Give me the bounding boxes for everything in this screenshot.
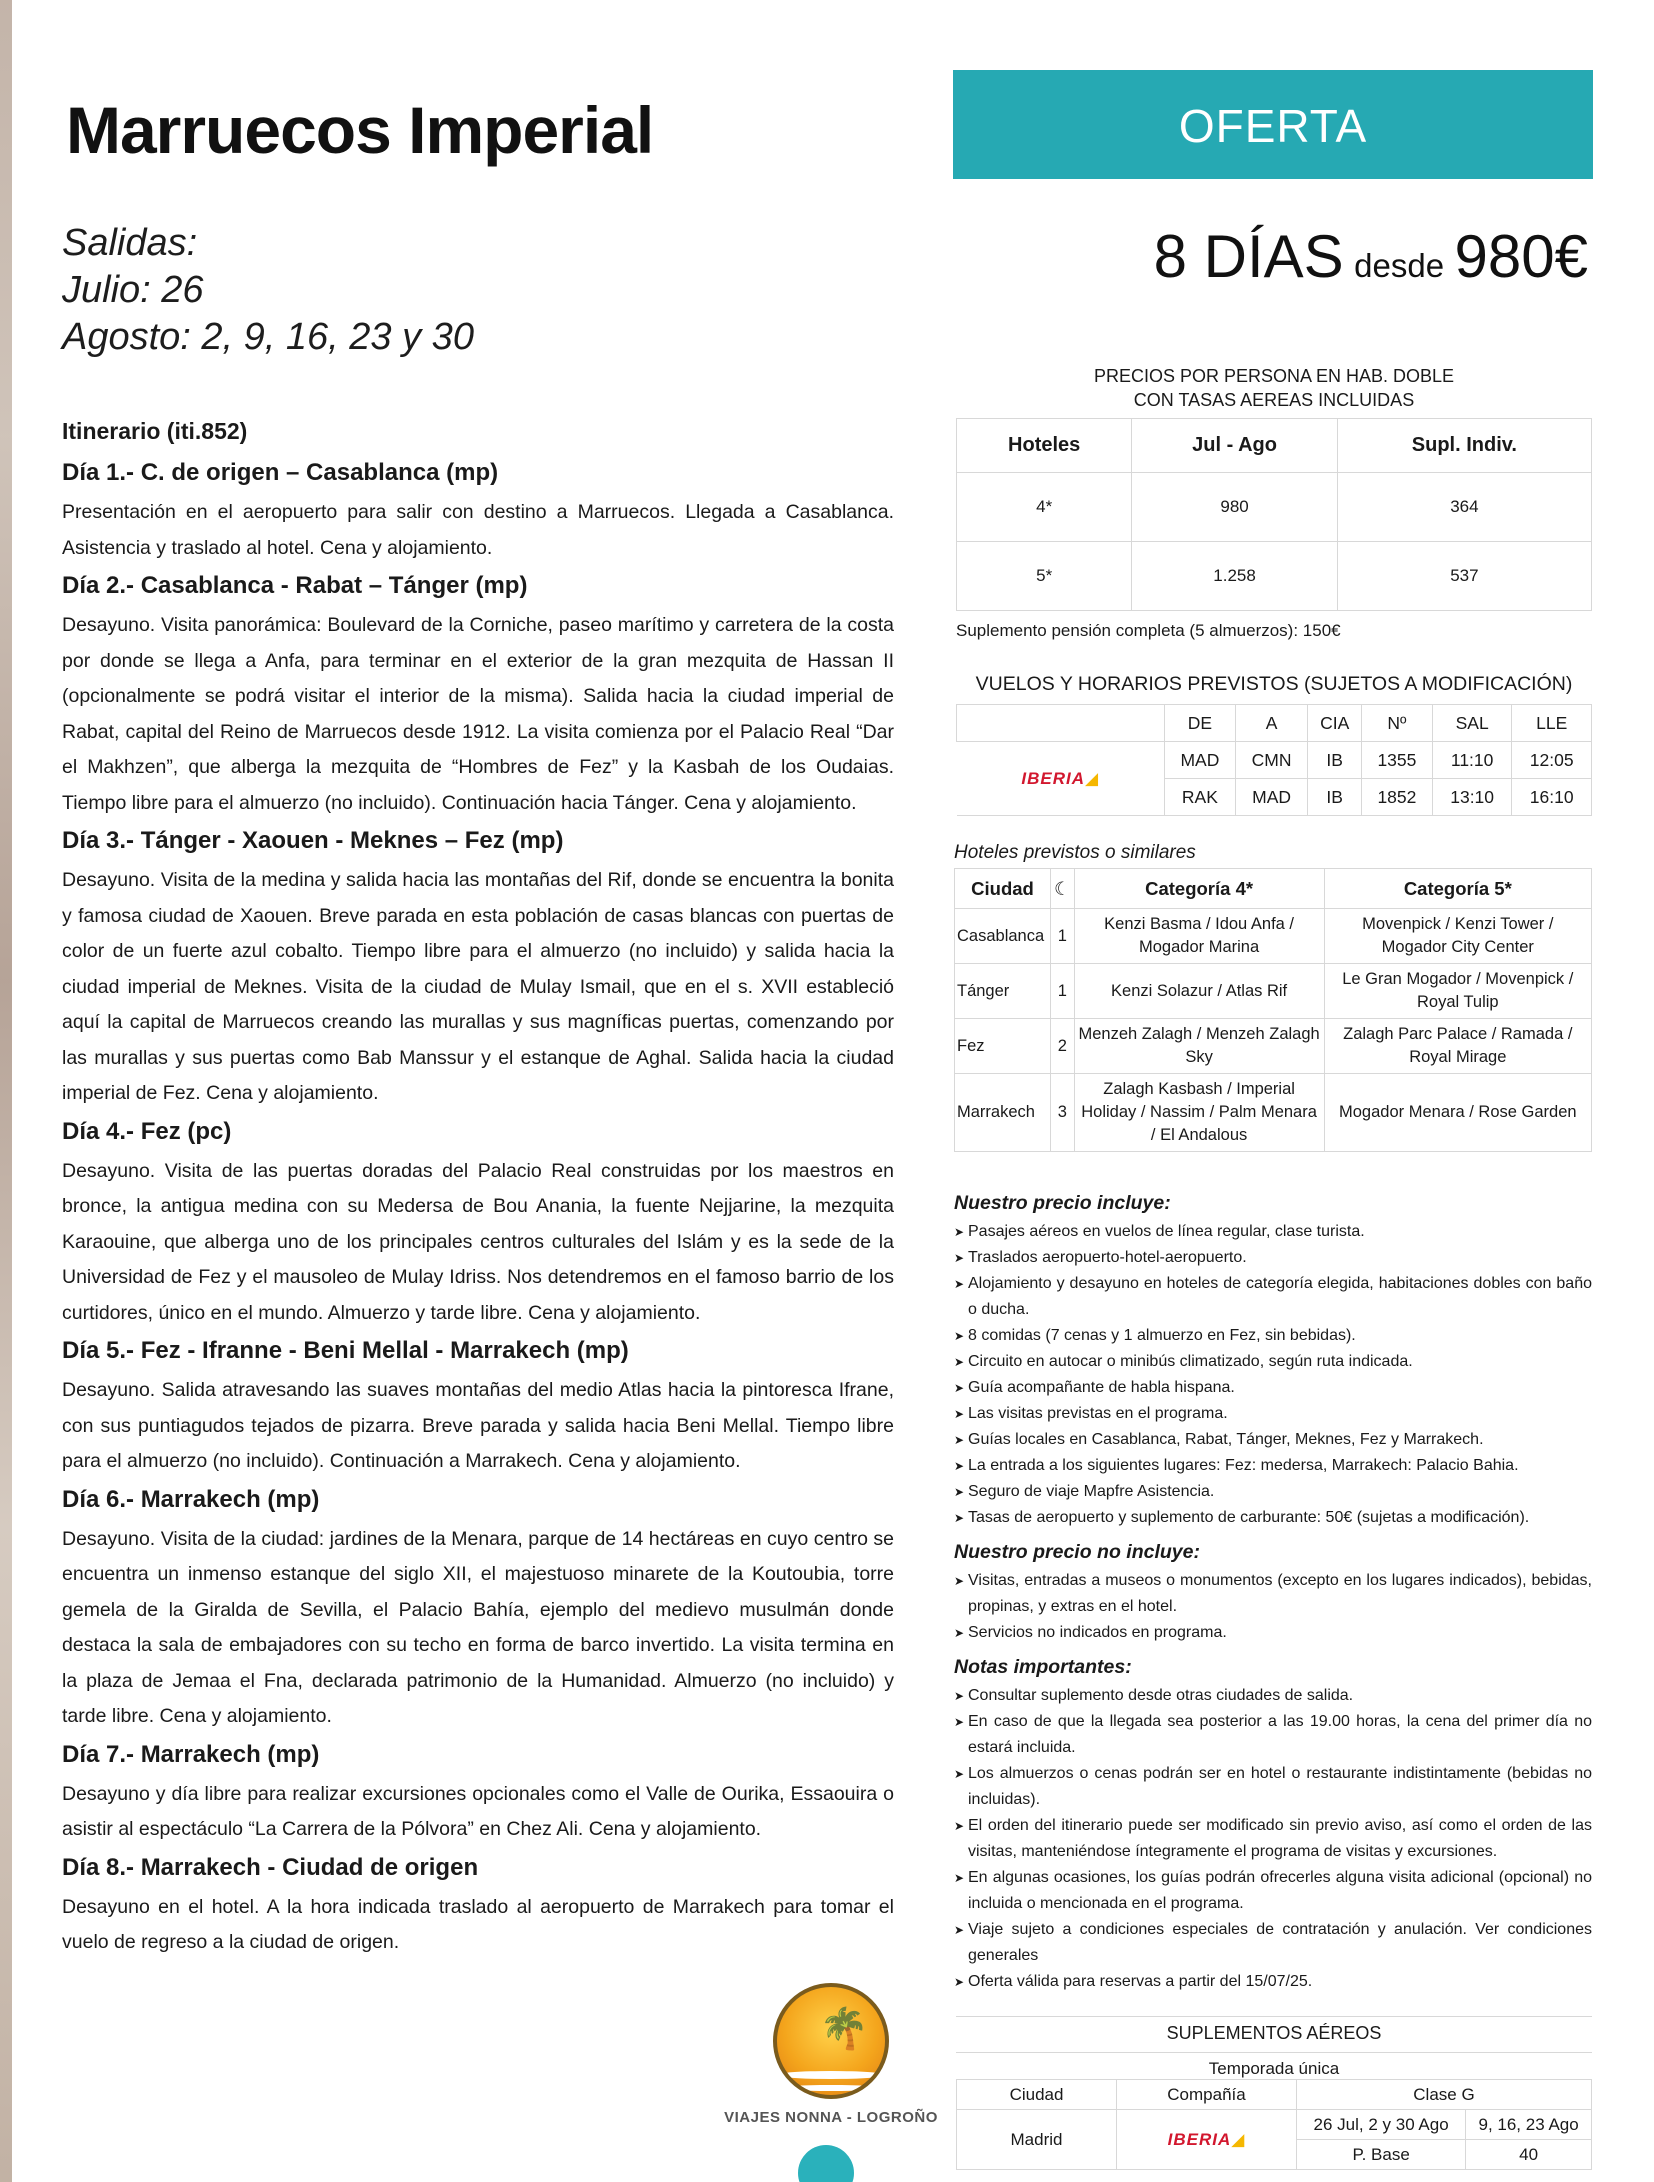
flights-airline-header bbox=[957, 705, 1165, 742]
flights-col-header: SAL bbox=[1432, 705, 1512, 742]
hotel-names: Zalagh Kasbash / Imperial Holiday / Nassim / Palm Menara / El Andalous bbox=[1074, 1074, 1324, 1152]
price-col-header: Supl. Indiv. bbox=[1337, 419, 1591, 473]
flight-cell: 1355 bbox=[1361, 742, 1432, 779]
day-text: Desayuno en el hotel. A la hora indicada traslado al aeropuerto de Marrakech para tomar el vuelo de regreso a la ciudad de origen. bbox=[62, 1895, 894, 1953]
notes-item: ➤ Los almuerzos o cenas podrán ser en hotel o restaurante indistintamente (bebidas no incluidas). bbox=[954, 1761, 1592, 1813]
price-row bbox=[957, 473, 1592, 542]
hotel-city: Fez bbox=[955, 1019, 1051, 1074]
day-text: Desayuno. Visita de las puertas doradas del Palacio Real construidas por los maestros en bronce, la antigua medina con su Medersa de Bou Anania, la fuente Nejjarine, la mezquita Karaouine, que alberga uno de los principales centros culturales del Islám y es la sede de la Universidad de Fez y el mausoleo de Mulay Idriss. Nos detendremos en el famoso barrio de los curtidores, único en el mundo. Almuerzo y tarde libre. Cena y alojamiento. bbox=[62, 1159, 894, 1324]
notes-item: ➤ Consultar suplemento desde otras ciudades de salida. bbox=[954, 1683, 1592, 1709]
day-text: Desayuno. Visita de la medina y salida hacia las montañas del Rif, donde se encuentra la bonita y famosa ciudad de Xaouen. Breve parada en esta población de casas blancas con puertas de color de un fuerte azul cobalto. Tiempo libre para el almuerzo (no incluido) y salida hacia la ciudad imperial de Meknes. Visita de la ciudad de Mulay Ismail, que en el s. XVII estableció aquí la capital de Marruecos creando las murallas y sus magníficas puertas, comenzando por las murallas y sus puertas como Bab Manssur y el estanque de Aghal. Salida hacia la ciudad imperial de Fez. Cena y alojamiento. bbox=[62, 869, 894, 1104]
hotel-row bbox=[955, 909, 1592, 964]
price-cell: 537 bbox=[1337, 542, 1591, 611]
flights-airline-cell bbox=[957, 742, 1165, 816]
hotels-col-header: Categoría 5* bbox=[1324, 869, 1591, 909]
price-header bbox=[956, 364, 1592, 412]
flight-row bbox=[957, 742, 1592, 779]
hotel-names: Mogador Menara / Rose Garden bbox=[1324, 1074, 1591, 1152]
hotel-names: Le Gran Mogador / Movenpick / Royal Tulip bbox=[1324, 964, 1591, 1019]
flight-cell: 12:05 bbox=[1512, 742, 1592, 779]
includes-item: ➤ Pasajes aéreos en vuelos de línea regular, clase turista. bbox=[954, 1219, 1592, 1245]
flight-cell: 1852 bbox=[1361, 779, 1432, 816]
hotel-nights: 3 bbox=[1051, 1074, 1075, 1152]
hotel-row bbox=[955, 1019, 1592, 1074]
nights-moon-icon: ☾ bbox=[1051, 869, 1075, 909]
includes-item: ➤ Traslados aeropuerto-hotel-aeropuerto. bbox=[954, 1245, 1592, 1271]
supp-date2: 9, 16, 23 Ago bbox=[1466, 2110, 1592, 2140]
hotels-section bbox=[954, 842, 1592, 1152]
itinerary bbox=[62, 418, 894, 1967]
day-text: Desayuno y día libre para realizar excursiones opcionales como el Valle de Ourika, Essaouira o asistir al espectáculo “La Carrera de la Pólvora” en Chez Ali. Cena y alojamiento. bbox=[62, 1782, 894, 1840]
flight-cell: RAK bbox=[1165, 779, 1236, 816]
hotel-city: Casablanca bbox=[955, 909, 1051, 964]
flight-cell: IB bbox=[1308, 779, 1362, 816]
includes-item: ➤ Circuito en autocar o minibús climatizado, según ruta indicada. bbox=[954, 1349, 1592, 1375]
departures bbox=[62, 220, 474, 361]
air-supplements-title: SUPLEMENTOS AÉREOS bbox=[956, 2016, 1592, 2044]
hotel-names: Kenzi Basma / Idou Anfa / Mogador Marina bbox=[1074, 909, 1324, 964]
hotel-names: Menzeh Zalagh / Menzeh Zalagh Sky bbox=[1074, 1019, 1324, 1074]
supp-value: 40 bbox=[1466, 2140, 1592, 2170]
supp-airline-logo bbox=[1117, 2110, 1297, 2170]
price-cell: 4* bbox=[957, 473, 1132, 542]
decorative-edge-strip bbox=[0, 0, 12, 2182]
supp-col-company: Compañía bbox=[1117, 2080, 1297, 2110]
includes-item: ➤ Seguro de viaje Mapfre Asistencia. bbox=[954, 1479, 1592, 1505]
itinerary-code: Itinerario (iti.852) bbox=[62, 418, 248, 444]
hotel-nights: 1 bbox=[1051, 909, 1075, 964]
air-supplements-section bbox=[956, 2016, 1592, 2170]
flight-cell: IB bbox=[1308, 742, 1362, 779]
offer-from: desde bbox=[1354, 247, 1445, 284]
hotels-title: Hoteles previstos o similares bbox=[954, 842, 1196, 863]
flight-cell: MAD bbox=[1235, 779, 1308, 816]
includes-item: ➤ Guía acompañante de habla hispana. bbox=[954, 1375, 1592, 1401]
hotel-names: Zalagh Parc Palace / Ramada / Royal Mirage bbox=[1324, 1019, 1591, 1074]
itinerary-days bbox=[62, 459, 894, 1961]
hotel-row bbox=[955, 1074, 1592, 1152]
includes-item: ➤ Tasas de aeropuerto y suplemento de carburante: 50€ (sujetas a modificación). bbox=[954, 1505, 1592, 1531]
departures-july: Julio: 26 bbox=[62, 269, 204, 311]
supp-date1: 26 Jul, 2 y 30 Ago bbox=[1297, 2110, 1466, 2140]
day-title: Día 3.- Tánger - Xaouen - Meknes – Fez (mp) bbox=[62, 827, 564, 854]
price-header-line2: CON TASAS AEREAS INCLUIDAS bbox=[1133, 390, 1415, 410]
offer-headline bbox=[1154, 222, 1588, 291]
hotel-nights: 1 bbox=[1051, 964, 1075, 1019]
notes-item: ➤ Oferta válida para reservas a partir del 15/07/25. bbox=[954, 1969, 1592, 1995]
supp-city: Madrid bbox=[957, 2110, 1117, 2170]
flights-col-header: Nº bbox=[1361, 705, 1432, 742]
day-text: Desayuno. Visita panorámica: Boulevard de la Corniche, paseo marítimo y carretera de la costa por donde se llega a Anfa, para terminar en el exterior de la gran mezquita de Hassan II (opcionalmente se podrá visitar el interior de la misma). Salida hacia la ciudad imperial de Rabat, capital del Reino de Marruecos desde 1912. La visita comienza por el Palacio Real “Dar el Makhzen”, que alberga la mezquita de “Hombres de Fez” y la Kasbah de los Oudaias. Tiempo libre para el almuerzo (no incluido). Continuación hacia Tánger. Cena y alojamiento. bbox=[62, 614, 894, 814]
offer-banner: OFERTA bbox=[953, 70, 1593, 179]
hotel-nights: 2 bbox=[1051, 1019, 1075, 1074]
flights-table bbox=[956, 704, 1592, 816]
price-section bbox=[956, 364, 1592, 641]
departures-august: Agosto: 2, 9, 16, 23 y 30 bbox=[62, 316, 474, 358]
includes-title: Nuestro precio incluye: bbox=[954, 1192, 1171, 1214]
conditions-section bbox=[954, 1192, 1592, 2005]
includes-item: ➤ Guías locales en Casablanca, Rabat, Tánger, Meknes, Fez y Marrakech. bbox=[954, 1427, 1592, 1453]
price-cell: 5* bbox=[957, 542, 1132, 611]
iberia-logo-text: IBERIA bbox=[1021, 769, 1086, 788]
excludes-title: Nuestro precio no incluye: bbox=[954, 1541, 1200, 1563]
excludes-item: ➤ Servicios no indicados en programa. bbox=[954, 1620, 1592, 1646]
price-header-line1: PRECIOS POR PERSONA EN HAB. DOBLE bbox=[1093, 366, 1455, 386]
page-title: Marruecos Imperial bbox=[66, 93, 654, 167]
flights-section bbox=[956, 673, 1592, 816]
hotel-city: Marrakech bbox=[955, 1074, 1051, 1152]
day-title: Día 2.- Casablanca - Rabat – Tánger (mp) bbox=[62, 572, 528, 599]
supp-col-city: Ciudad bbox=[957, 2080, 1117, 2110]
day-title: Día 6.- Marrakech (mp) bbox=[62, 1485, 320, 1513]
hotels-col-header: Ciudad bbox=[955, 869, 1051, 909]
full-board-note: Suplemento pensión completa (5 almuerzos): 150€ bbox=[956, 621, 1341, 640]
hotel-names: Kenzi Solazur / Atlas Rif bbox=[1074, 964, 1324, 1019]
page-marker-dot bbox=[798, 2145, 854, 2182]
day-title: Día 5.- Fez - Ifranne - Beni Mellal - Marrakech (mp) bbox=[62, 1337, 629, 1364]
hotels-col-header: Categoría 4* bbox=[1074, 869, 1324, 909]
notes-item: ➤ Viaje sujeto a condiciones especiales de contratación y anulación. Ver condiciones generales bbox=[954, 1917, 1592, 1969]
flight-cell: CMN bbox=[1235, 742, 1308, 779]
day-title: Día 4.- Fez (pc) bbox=[62, 1117, 232, 1145]
price-cell: 980 bbox=[1132, 473, 1337, 542]
flight-cell: MAD bbox=[1165, 742, 1236, 779]
flight-cell: 16:10 bbox=[1512, 779, 1592, 816]
price-table bbox=[956, 418, 1592, 611]
price-row bbox=[957, 542, 1592, 611]
price-col-header: Hoteles bbox=[957, 419, 1132, 473]
air-supplements-season: Temporada única bbox=[956, 2052, 1592, 2079]
day-title: Día 1.- C. de origen – Casablanca (mp) bbox=[62, 459, 499, 486]
flight-cell: 13:10 bbox=[1432, 779, 1512, 816]
notes-item: ➤ En algunas ocasiones, los guías podrán ofrecerles alguna visita adicional (opcional) no incluida o mencionada en el programa. bbox=[954, 1865, 1592, 1917]
supp-col-class: Clase G bbox=[1297, 2080, 1592, 2110]
includes-item: ➤ Alojamiento y desayuno en hoteles de categoría elegida, habitaciones dobles con baño o ducha. bbox=[954, 1271, 1592, 1323]
notes-list bbox=[954, 1683, 1592, 1995]
iberia-logo-icon bbox=[1021, 769, 1099, 788]
air-supplements-table bbox=[956, 2079, 1592, 2170]
excludes-list bbox=[954, 1568, 1592, 1646]
day-text: Desayuno. Salida atravesando las suaves montañas del medio Atlas hacia la pintoresca Ifrane, con sus puntiagudos tejados de pizarra. Breve parada y salida hacia Beni Mellal. Tiempo libre para el almuerzo (no incluido). Continuación a Marrakech. Cena y alojamiento. bbox=[62, 1379, 894, 1472]
flight-cell: 11:10 bbox=[1432, 742, 1512, 779]
flights-title: VUELOS Y HORARIOS PREVISTOS (SUJETOS A MODIFICACIÓN) bbox=[975, 673, 1573, 695]
includes-item: ➤ Las visitas previstas en el programa. bbox=[954, 1401, 1592, 1427]
day-text: Presentación en el aeropuerto para salir con destino a Marruecos. Llegada a Casablanca. Asistencia y traslado al hotel. Cena y alojamiento. bbox=[62, 501, 894, 559]
notes-title: Notas importantes: bbox=[954, 1656, 1132, 1678]
supp-base-label: P. Base bbox=[1297, 2140, 1466, 2170]
iberia-wing-icon: ◢ bbox=[1085, 769, 1100, 788]
price-cell: 1.258 bbox=[1132, 542, 1337, 611]
price-col-header: Jul - Ago bbox=[1132, 419, 1337, 473]
palm-beach-logo-icon: 🌴 bbox=[773, 1983, 889, 2099]
flights-col-header: LLE bbox=[1512, 705, 1592, 742]
offer-days: 8 DÍAS bbox=[1153, 223, 1344, 290]
agency-logo bbox=[712, 1983, 950, 2126]
iberia-logo-icon: IBERIA◢ bbox=[1167, 2129, 1246, 2149]
day-title: Día 7.- Marrakech (mp) bbox=[62, 1740, 320, 1768]
price-cell: 364 bbox=[1337, 473, 1591, 542]
day-title: Día 8.- Marrakech - Ciudad de origen bbox=[62, 1853, 479, 1881]
includes-item: ➤ La entrada a los siguientes lugares: Fez: medersa, Marrakech: Palacio Bahia. bbox=[954, 1453, 1592, 1479]
offer-price: 980€ bbox=[1454, 223, 1588, 290]
day-text: Desayuno. Visita de la ciudad: jardines de la Menara, parque de 14 hectáreas en cuyo centro se encuentra un inmenso estanque del siglo XII, el majestuoso minarete de la Koutoubia, torre gemela de la Giralda de Sevilla, el Palacio Bahía, ejemplo del medievo musulmán donde destaca la sala de embajadores con su techo en forma de barco invertido. La visita termina en la plaza de Jemaa el Fna, declarada patrimonio de la Humanidad. Almuerzo (no incluido) y tarde libre. Cena y alojamiento. bbox=[62, 1527, 894, 1727]
notes-item: ➤ El orden del itinerario puede ser modificado sin previo aviso, así como el orden de las visitas, manteniéndose íntegramente el programa de visitas y excursiones. bbox=[954, 1813, 1592, 1865]
hotel-city: Tánger bbox=[955, 964, 1051, 1019]
flights-col-header: CIA bbox=[1308, 705, 1362, 742]
notes-item: ➤ En caso de que la llegada sea posterior a las 19.00 horas, la cena del primer día no estará incluida. bbox=[954, 1709, 1592, 1761]
flights-col-header: A bbox=[1235, 705, 1308, 742]
departures-label: Salidas: bbox=[62, 222, 198, 264]
flights-col-header: DE bbox=[1165, 705, 1236, 742]
agency-name: VIAJES NONNA - LOGROÑO bbox=[724, 2109, 938, 2126]
hotel-row bbox=[955, 964, 1592, 1019]
hotels-table bbox=[954, 868, 1592, 1152]
hotel-names: Movenpick / Kenzi Tower / Mogador City Center bbox=[1324, 909, 1591, 964]
includes-list bbox=[954, 1219, 1592, 1531]
includes-item: ➤ 8 comidas (7 cenas y 1 almuerzo en Fez, sin bebidas). bbox=[954, 1323, 1592, 1349]
excludes-item: ➤ Visitas, entradas a museos o monumentos (excepto en los lugares indicados), bebidas, propinas, y extras en el hotel. bbox=[954, 1568, 1592, 1620]
